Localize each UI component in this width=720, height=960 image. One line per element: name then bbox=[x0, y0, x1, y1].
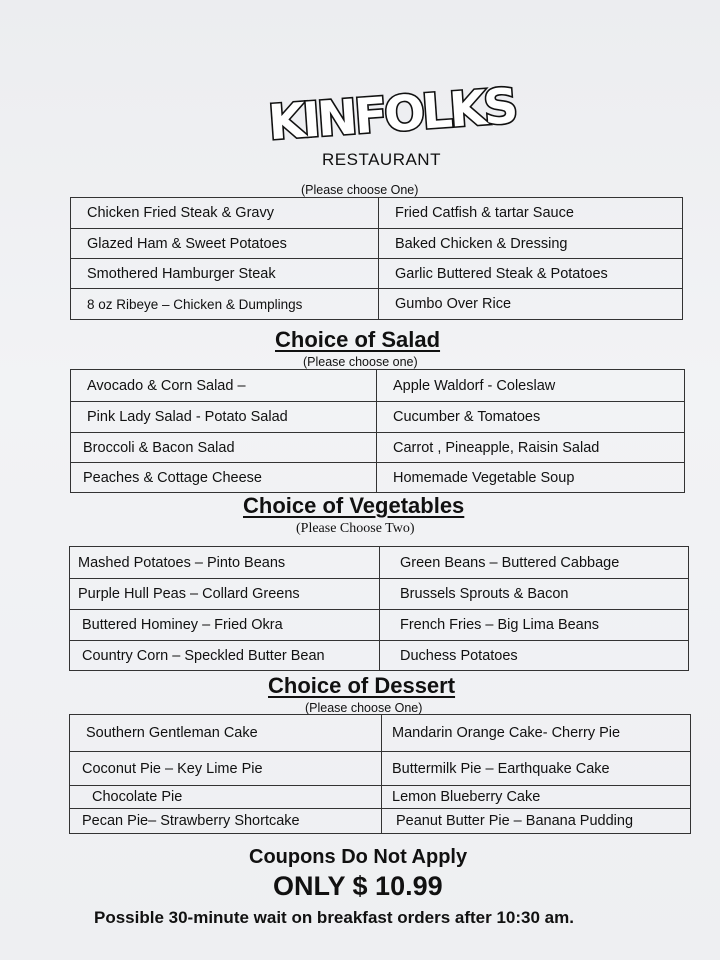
price-text: ONLY $ 10.99 bbox=[273, 871, 443, 901]
menu-item: Brussels Sprouts & Bacon bbox=[380, 579, 689, 610]
menu-item: Coconut Pie – Key Lime Pie bbox=[70, 752, 382, 786]
dessert-note: (Please choose One) bbox=[305, 701, 423, 715]
menu-item: Duchess Potatoes bbox=[380, 641, 689, 671]
table-row bbox=[70, 786, 691, 809]
restaurant-logo bbox=[262, 78, 517, 152]
menu-item: Broccoli & Bacon Salad bbox=[71, 433, 377, 463]
table-row bbox=[70, 809, 691, 834]
menu-item: Buttermilk Pie – Earthquake Cake bbox=[382, 752, 691, 786]
menu-item: Country Corn – Speckled Butter Bean bbox=[70, 641, 380, 671]
logo-wordmark bbox=[262, 78, 517, 152]
table-row bbox=[70, 715, 691, 752]
table-row bbox=[71, 229, 683, 259]
menu-item: Lemon Blueberry Cake bbox=[382, 786, 691, 809]
menu-item: Carrot , Pineapple, Raisin Salad bbox=[377, 433, 685, 463]
menu-item: Garlic Buttered Steak & Potatoes bbox=[379, 259, 683, 289]
menu-item: Green Beans – Buttered Cabbage bbox=[380, 547, 689, 579]
menu-item: Purple Hull Peas – Collard Greens bbox=[70, 579, 380, 610]
vegetables-note: (Please Choose Two) bbox=[296, 521, 415, 536]
table-row bbox=[71, 433, 685, 463]
table-row bbox=[70, 547, 689, 579]
vegetables-table bbox=[69, 546, 689, 671]
table-row bbox=[71, 463, 685, 493]
menu-item: Baked Chicken & Dressing bbox=[379, 229, 683, 259]
salad-title: Choice of Salad bbox=[275, 327, 441, 352]
entrees-note: (Please choose One) bbox=[301, 183, 419, 197]
table-row bbox=[71, 289, 683, 320]
table-row bbox=[71, 402, 685, 433]
vegetables-title: Choice of Vegetables bbox=[243, 493, 465, 518]
menu-item: 8 oz Ribeye – Chicken & Dumplings bbox=[71, 289, 379, 320]
menu-item: Chocolate Pie bbox=[70, 786, 382, 809]
menu-item: Fried Catfish & tartar Sauce bbox=[379, 198, 683, 229]
salad-table bbox=[70, 369, 685, 493]
menu-item: Chicken Fried Steak & Gravy bbox=[71, 198, 379, 229]
menu-item: Avocado & Corn Salad – bbox=[71, 370, 377, 402]
coupons-notice: Coupons Do Not Apply bbox=[249, 846, 468, 868]
menu-item: Homemade Vegetable Soup bbox=[377, 463, 685, 493]
menu-item: Pink Lady Salad - Potato Salad bbox=[71, 402, 377, 433]
dessert-title: Choice of Dessert bbox=[268, 673, 456, 698]
menu-item: French Fries – Big Lima Beans bbox=[380, 610, 689, 641]
table-row bbox=[71, 370, 685, 402]
menu-item: Mandarin Orange Cake- Cherry Pie bbox=[382, 715, 691, 752]
table-row bbox=[70, 641, 689, 671]
menu-item: Gumbo Over Rice bbox=[379, 289, 683, 320]
menu-item: Southern Gentleman Cake bbox=[70, 715, 382, 752]
entrees-table bbox=[70, 197, 683, 320]
menu-item: Peanut Butter Pie – Banana Pudding bbox=[382, 809, 691, 834]
table-row bbox=[70, 579, 689, 610]
menu-item: Peaches & Cottage Cheese bbox=[71, 463, 377, 493]
salad-note: (Please choose one) bbox=[303, 355, 418, 369]
wait-notice: Possible 30-minute wait on breakfast orders after 10:30 am. bbox=[94, 908, 574, 927]
menu-item: Glazed Ham & Sweet Potatoes bbox=[71, 229, 379, 259]
menu-item: Pecan Pie– Strawberry Shortcake bbox=[70, 809, 382, 834]
restaurant-subtitle: RESTAURANT bbox=[322, 150, 441, 169]
menu-item: Apple Waldorf - Coleslaw bbox=[377, 370, 685, 402]
menu-item: Buttered Hominey – Fried Okra bbox=[70, 610, 380, 641]
table-row bbox=[71, 198, 683, 229]
menu-item: Cucumber & Tomatoes bbox=[377, 402, 685, 433]
logo-text: KINFOLKS bbox=[266, 78, 517, 152]
table-row bbox=[70, 610, 689, 641]
dessert-table bbox=[69, 714, 691, 834]
menu-item: Smothered Hamburger Steak bbox=[71, 259, 379, 289]
menu-item: Mashed Potatoes – Pinto Beans bbox=[70, 547, 380, 579]
table-row bbox=[70, 752, 691, 786]
table-row bbox=[71, 259, 683, 289]
